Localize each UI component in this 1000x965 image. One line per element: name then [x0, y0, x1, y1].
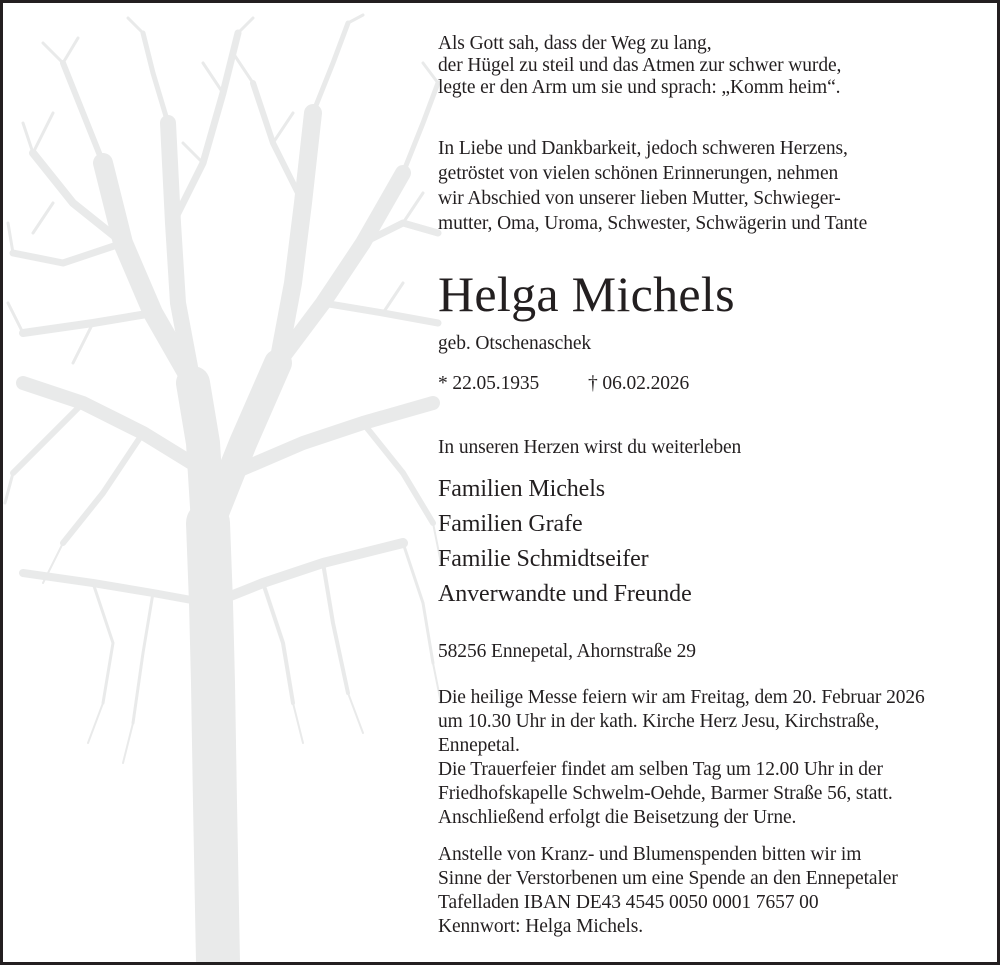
service-line: Anschließend erfolgt die Beisetzung der Urne. — [438, 807, 797, 828]
service-line: Friedhofskapelle Schwelm-Oehde, Barmer Straße 56, statt. — [438, 783, 893, 804]
mourner-item: Anverwandte und Freunde — [438, 581, 692, 607]
donation-line: Anstelle von Kranz- und Blumenspenden bitten wir im — [438, 844, 862, 865]
birth-date: * 22.05.1935 — [438, 373, 540, 394]
intro-line: mutter, Oma, Uroma, Schwester, Schwägerin und Tante — [438, 213, 868, 234]
service-line: Die Trauerfeier findet am selben Tag um 12.00 Uhr in der — [438, 759, 883, 780]
service-line: Ennepetal. — [438, 735, 520, 756]
obituary-page — [3, 3, 997, 962]
tree-silhouette-icon — [3, 3, 443, 962]
service-line: Die heilige Messe feiern wir am Freitag, dem 20. Februar 2026 — [438, 687, 925, 708]
birth-name: geb. Otschenaschek — [438, 333, 592, 354]
poem-line: der Hügel zu steil und das Atmen zur schwer wurde, — [438, 55, 842, 76]
mourner-item: Familien Michels — [438, 476, 606, 502]
address: 58256 Ennepetal, Ahornstraße 29 — [438, 641, 696, 662]
intro-line: In Liebe und Dankbarkeit, jedoch schweren Herzens, — [438, 138, 848, 159]
poem-line: Als Gott sah, dass der Weg zu lang, — [438, 33, 712, 54]
deceased-name: Helga Michels — [438, 266, 735, 322]
poem-line: legte er den Arm um sie und sprach: „Komm heim“. — [438, 77, 841, 98]
donation-line: Tafelladen IBAN DE43 4545 0050 0001 7657 00 — [438, 892, 819, 913]
mourner-item: Familie Schmidtseifer — [438, 546, 649, 572]
mourner-item: Familien Grafe — [438, 511, 583, 537]
donation-line: Kennwort: Helga Michels. — [438, 916, 644, 937]
intro-line: wir Abschied von unserer lieben Mutter, Schwieger- — [438, 188, 841, 209]
farewell-line: In unseren Herzen wirst du weiterleben — [438, 437, 742, 458]
death-date: † 06.02.2026 — [588, 373, 690, 394]
donation-line: Sinne der Verstorbenen um eine Spende an den Ennepetaler — [438, 868, 898, 889]
intro-line: getröstet von vielen schönen Erinnerungen, nehmen — [438, 163, 839, 184]
service-line: um 10.30 Uhr in der kath. Kirche Herz Jesu, Kirchstraße, — [438, 711, 880, 732]
